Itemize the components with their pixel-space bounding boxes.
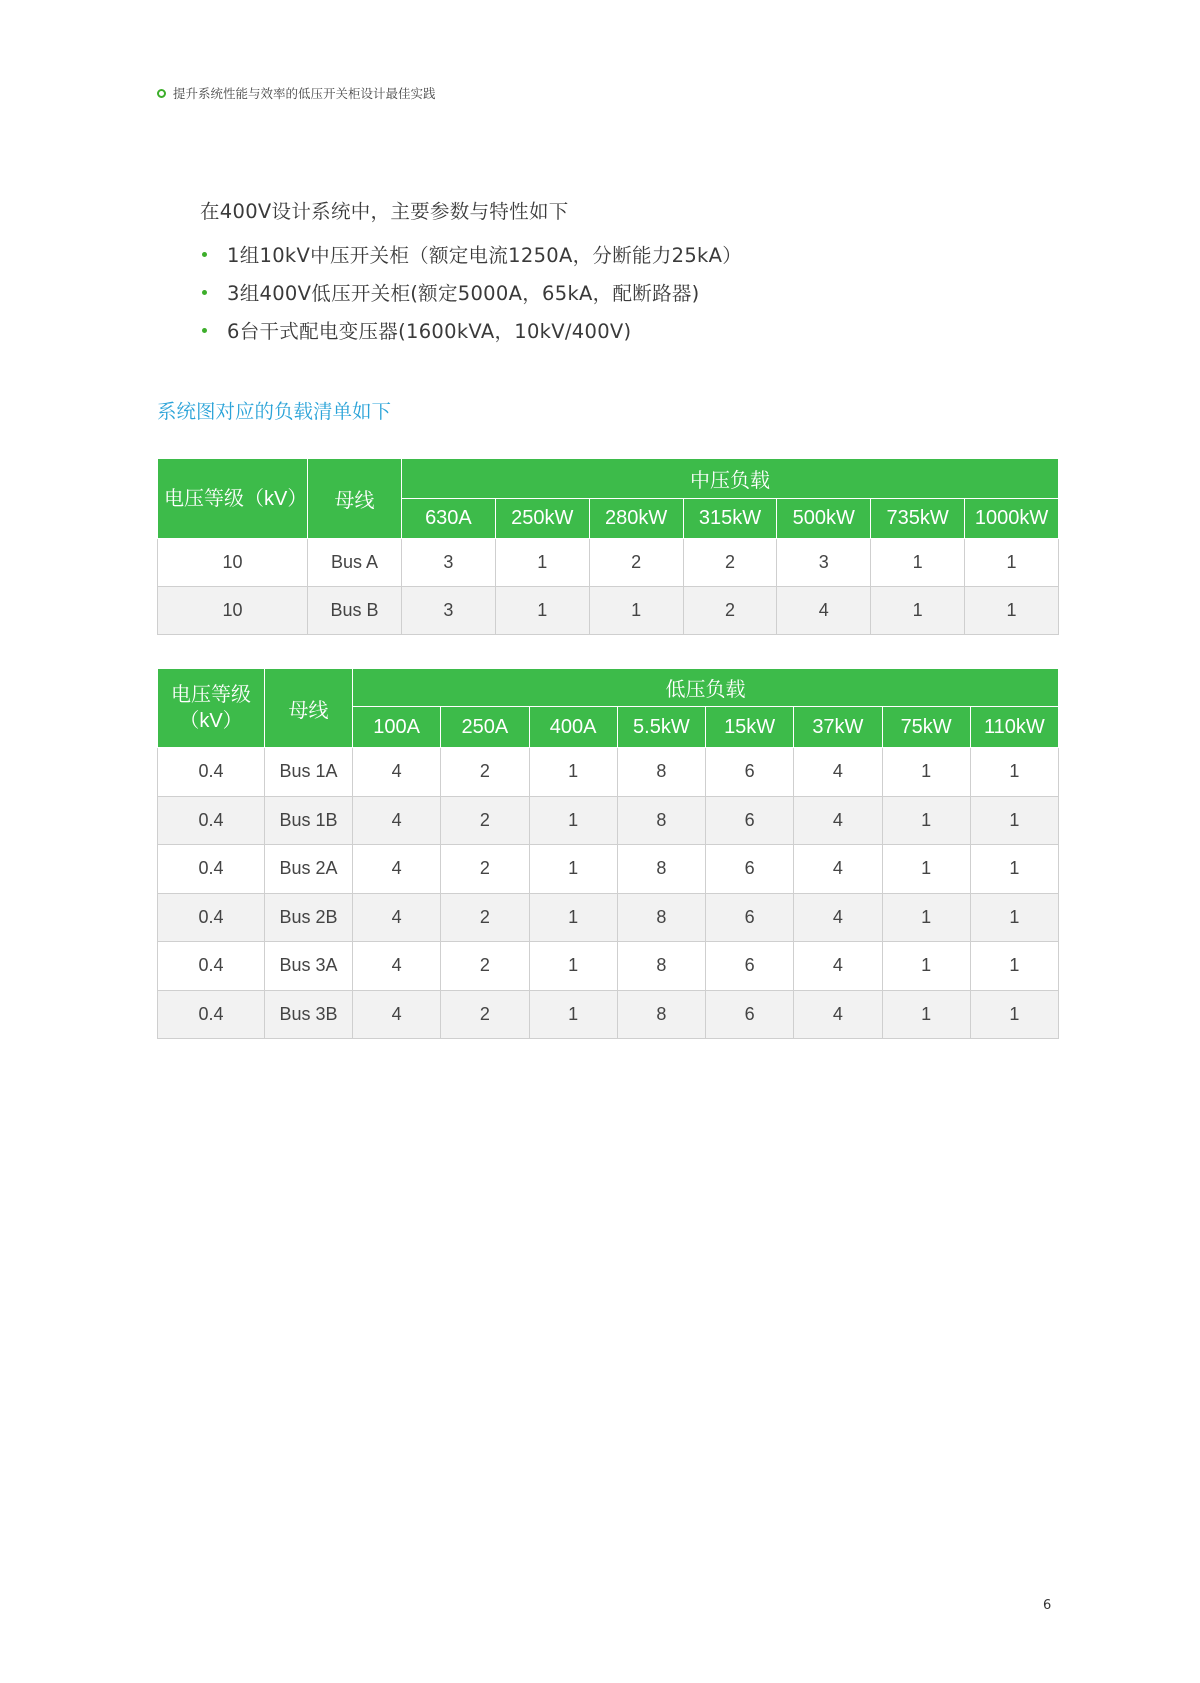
page-number: 6 <box>1043 1598 1052 1613</box>
load-column-header: 630A <box>402 499 496 539</box>
load-count-cell: 4 <box>353 845 441 894</box>
load-count-cell: 1 <box>529 748 617 797</box>
load-count-cell: 4 <box>353 942 441 991</box>
voltage-column-header: 电压等级（kV） <box>158 669 265 748</box>
load-column-header: 280kW <box>589 499 683 539</box>
load-count-cell: 1 <box>882 845 970 894</box>
load-count-cell: 2 <box>441 748 529 797</box>
load-count-cell: 6 <box>706 796 794 845</box>
load-column-header: 250A <box>441 707 529 748</box>
load-count-cell: 1 <box>882 796 970 845</box>
load-count-cell: 1 <box>529 845 617 894</box>
bus-cell: Bus 3B <box>265 990 353 1039</box>
list-item-text: 1组10kV中压开关柜（额定电流1250A，分断能力25kA） <box>227 244 743 267</box>
load-count-cell: 4 <box>794 748 882 797</box>
load-column-header: 110kW <box>970 707 1058 748</box>
load-column-header: 15kW <box>706 707 794 748</box>
intro-text: 在400V设计系统中，主要参数与特性如下 <box>200 200 569 223</box>
voltage-cell: 0.4 <box>158 942 265 991</box>
voltage-cell: 0.4 <box>158 990 265 1039</box>
load-count-cell: 2 <box>441 990 529 1039</box>
load-count-cell: 6 <box>706 845 794 894</box>
bullet-dot-icon <box>202 252 207 257</box>
load-column-header: 5.5kW <box>617 707 705 748</box>
load-count-cell: 8 <box>617 942 705 991</box>
load-count-cell: 2 <box>589 539 683 587</box>
load-count-cell: 1 <box>965 587 1059 635</box>
table-row <box>158 990 1059 1039</box>
load-column-header: 735kW <box>871 499 965 539</box>
table-row <box>158 893 1059 942</box>
load-count-cell: 1 <box>882 942 970 991</box>
load-column-header: 1000kW <box>965 499 1059 539</box>
table-row <box>158 539 1059 587</box>
load-count-cell: 8 <box>617 990 705 1039</box>
voltage-cell: 0.4 <box>158 796 265 845</box>
section-title: 系统图对应的负载清单如下 <box>157 400 392 423</box>
load-count-cell: 3 <box>777 539 871 587</box>
voltage-cell: 0.4 <box>158 893 265 942</box>
voltage-cell: 10 <box>158 587 308 635</box>
list-item <box>200 235 742 273</box>
list-item <box>200 311 742 349</box>
load-count-cell: 1 <box>970 845 1058 894</box>
circle-bullet-icon <box>157 89 166 98</box>
load-count-cell: 6 <box>706 990 794 1039</box>
load-count-cell: 8 <box>617 748 705 797</box>
load-count-cell: 1 <box>882 748 970 797</box>
lv-load-table <box>157 668 1059 1039</box>
load-count-cell: 4 <box>353 796 441 845</box>
load-count-cell: 1 <box>871 539 965 587</box>
load-count-cell: 6 <box>706 748 794 797</box>
list-item-text: 3组400V低压开关柜(额定5000A，65kA，配断路器) <box>227 282 700 305</box>
load-count-cell: 6 <box>706 893 794 942</box>
load-count-cell: 4 <box>794 942 882 991</box>
bus-column-header: 母线 <box>265 669 353 748</box>
load-count-cell: 2 <box>441 893 529 942</box>
load-count-cell: 8 <box>617 893 705 942</box>
load-count-cell: 1 <box>970 796 1058 845</box>
bus-column-header: 母线 <box>308 459 402 539</box>
load-column-header: 100A <box>353 707 441 748</box>
load-count-cell: 8 <box>617 845 705 894</box>
bus-cell: Bus 2B <box>265 893 353 942</box>
load-count-cell: 1 <box>965 539 1059 587</box>
load-column-header: 400A <box>529 707 617 748</box>
load-count-cell: 2 <box>441 845 529 894</box>
load-column-header: 37kW <box>794 707 882 748</box>
load-count-cell: 4 <box>794 796 882 845</box>
load-count-cell: 4 <box>777 587 871 635</box>
voltage-cell: 0.4 <box>158 845 265 894</box>
voltage-column-header: 电压等级（kV） <box>158 459 308 539</box>
voltage-cell: 10 <box>158 539 308 587</box>
load-count-cell: 1 <box>529 893 617 942</box>
load-count-cell: 1 <box>589 587 683 635</box>
header-title: 提升系统性能与效率的低压开关柜设计最佳实践 <box>173 86 436 101</box>
load-count-cell: 1 <box>871 587 965 635</box>
load-count-cell: 4 <box>794 893 882 942</box>
list-item-text: 6台干式配电变压器(1600kVA，10kV/400V) <box>227 320 632 343</box>
load-count-cell: 2 <box>683 539 777 587</box>
load-column-header: 75kW <box>882 707 970 748</box>
load-count-cell: 4 <box>353 748 441 797</box>
list-item <box>200 273 742 311</box>
load-count-cell: 1 <box>882 893 970 942</box>
page-header <box>157 83 436 103</box>
table-row <box>158 942 1059 991</box>
voltage-cell: 0.4 <box>158 748 265 797</box>
bus-cell: Bus 2A <box>265 845 353 894</box>
bus-cell: Bus B <box>308 587 402 635</box>
load-count-cell: 4 <box>353 893 441 942</box>
load-group-header: 低压负载 <box>353 669 1059 707</box>
load-count-cell: 4 <box>353 990 441 1039</box>
load-count-cell: 1 <box>529 796 617 845</box>
load-count-cell: 8 <box>617 796 705 845</box>
table-row <box>158 845 1059 894</box>
bus-cell: Bus 1A <box>265 748 353 797</box>
load-column-header: 500kW <box>777 499 871 539</box>
load-column-header: 250kW <box>495 499 589 539</box>
bullet-dot-icon <box>202 290 207 295</box>
load-column-header: 315kW <box>683 499 777 539</box>
load-count-cell: 1 <box>970 942 1058 991</box>
load-count-cell: 1 <box>495 587 589 635</box>
bus-cell: Bus 3A <box>265 942 353 991</box>
load-count-cell: 2 <box>683 587 777 635</box>
bus-cell: Bus 1B <box>265 796 353 845</box>
mv-load-table <box>157 458 1059 635</box>
load-count-cell: 1 <box>529 942 617 991</box>
load-count-cell: 1 <box>970 748 1058 797</box>
load-count-cell: 4 <box>794 845 882 894</box>
load-count-cell: 2 <box>441 942 529 991</box>
load-count-cell: 1 <box>970 990 1058 1039</box>
load-count-cell: 3 <box>402 539 496 587</box>
bullet-dot-icon <box>202 328 207 333</box>
load-count-cell: 1 <box>882 990 970 1039</box>
load-count-cell: 6 <box>706 942 794 991</box>
table-row <box>158 748 1059 797</box>
load-count-cell: 1 <box>970 893 1058 942</box>
load-count-cell: 3 <box>402 587 496 635</box>
load-count-cell: 1 <box>529 990 617 1039</box>
load-count-cell: 2 <box>441 796 529 845</box>
parameter-list <box>200 235 742 349</box>
load-count-cell: 4 <box>794 990 882 1039</box>
load-group-header: 中压负载 <box>402 459 1059 499</box>
table-row <box>158 587 1059 635</box>
bus-cell: Bus A <box>308 539 402 587</box>
load-count-cell: 1 <box>495 539 589 587</box>
table-row <box>158 796 1059 845</box>
